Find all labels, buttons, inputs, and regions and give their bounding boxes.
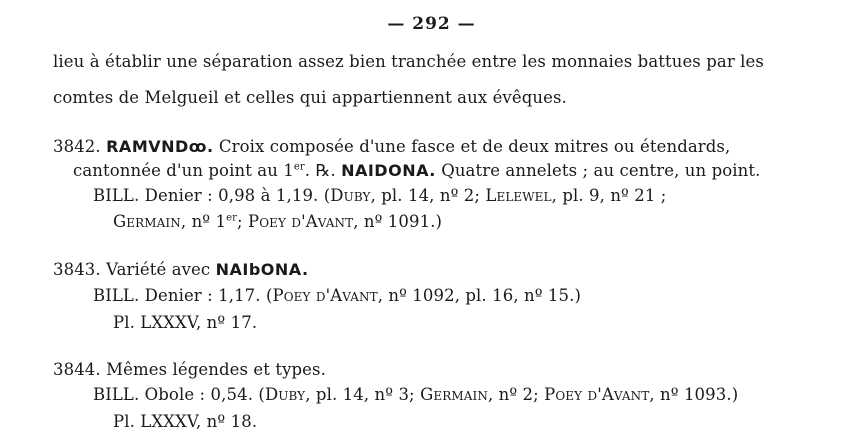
reference-text: BILL. Denier : 0,98 à 1,19. ( — [93, 186, 331, 205]
author-name: Germain — [420, 385, 488, 404]
reference-text: , pl. 9, nº 21 ; — [551, 186, 667, 205]
author-name: Germain — [113, 212, 181, 231]
superscript: er — [226, 212, 237, 224]
entry-description: Croix composée d'une fasce et de deux mitres ou étendards, — [213, 137, 731, 156]
entry-3842-reference-2 — [113, 212, 442, 232]
reference-text: , nº 1093.) — [649, 385, 739, 404]
coin-legend-reverse: NAIDONA. — [341, 161, 436, 180]
entry-description: . ℞. — [304, 161, 342, 180]
entry-3843-plate: Pl. LXXXV, nº 17. — [113, 313, 258, 332]
entry-number: 3843. — [53, 260, 101, 279]
intro-line-2: comtes de Melgueil et celles qui appartiennent aux évêques. — [53, 88, 567, 107]
entry-number: 3844. — [53, 360, 101, 379]
entry-3844-reference-1 — [93, 385, 738, 405]
entry-3842-line-2 — [73, 161, 760, 181]
reference-text: ; — [237, 212, 249, 231]
entry-3843-reference-1 — [93, 286, 581, 306]
author-name: Poey d'Avant — [248, 212, 354, 231]
entry-number: 3842. — [53, 137, 101, 156]
reference-text: , nº 1 — [180, 212, 227, 231]
entry-3844-line-1 — [53, 360, 326, 380]
entry-description: Quatre annelets ; au centre, un point. — [435, 161, 761, 180]
superscript: er — [293, 161, 305, 173]
reference-text: BILL. Denier : 1,17. ( — [93, 286, 273, 305]
author-name: Poey d'Avant — [272, 286, 378, 305]
coin-legend: NAIbONA. — [215, 260, 309, 279]
reference-text: , nº 2; — [487, 385, 545, 404]
entry-3844-plate: Pl. LXXXV, nº 18. — [113, 412, 258, 431]
author-name: Duby — [330, 186, 371, 205]
intro-line-1: lieu à établir une séparation assez bien tranchée entre les monnaies battues par les — [53, 52, 764, 71]
author-name: Duby — [264, 385, 306, 404]
entry-description: Variété avec — [100, 260, 216, 279]
reference-text: , pl. 14, nº 3; — [305, 385, 421, 404]
reference-text: BILL. Obole : 0,54. ( — [93, 385, 265, 404]
coin-legend-obverse: RAMVNDꝏ. — [106, 137, 214, 156]
entry-3842-reference-1 — [93, 186, 666, 206]
entry-description: Mêmes légendes et types. — [100, 360, 326, 379]
reference-text: , nº 1091.) — [353, 212, 443, 231]
entry-3842-line-1 — [53, 137, 730, 157]
author-name: Poey d'Avant — [544, 385, 650, 404]
reference-text: , pl. 14, nº 2; — [370, 186, 486, 205]
entry-description: cantonnée d'un point au 1 — [73, 161, 294, 180]
author-name: Lelewel — [485, 186, 552, 205]
entry-3843-line-1 — [53, 260, 309, 280]
page-number: — 292 — — [387, 14, 476, 34]
reference-text: , nº 1092, pl. 16, nº 15.) — [377, 286, 582, 305]
